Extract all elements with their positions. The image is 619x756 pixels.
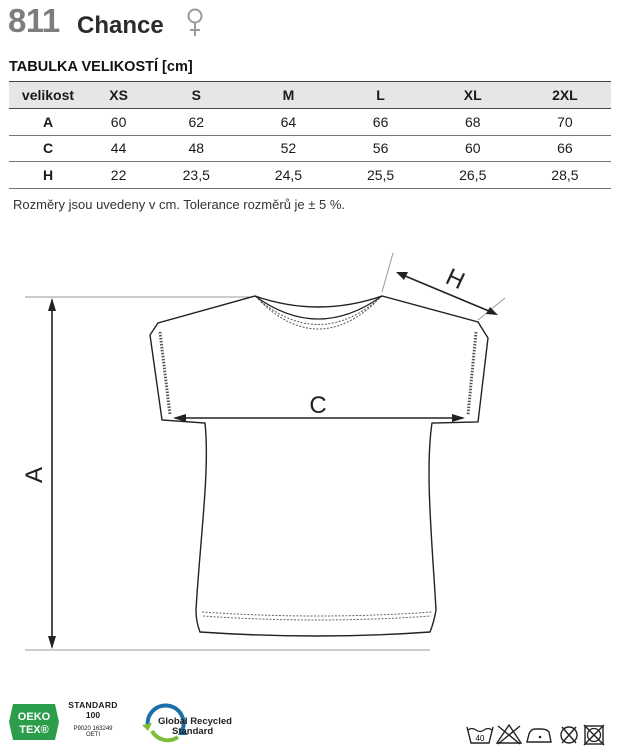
table-row: [9, 135, 611, 162]
product-name: Chance: [77, 12, 164, 39]
tolerance-note: Rozměry jsou uvedeny v cm. Tolerance rozměrů je ± 5 %.: [13, 197, 346, 212]
tshirt-outline: [150, 296, 488, 636]
table-cell: 60: [427, 135, 519, 162]
table-cell: 26,5: [427, 162, 519, 189]
table-cell: 24,5: [242, 162, 334, 189]
arrow-up-icon: [48, 298, 56, 311]
size-table-title: TABULKA VELIKOSTÍ [cm]: [9, 59, 193, 75]
table-cell: 66: [519, 135, 611, 162]
header-cell: S: [150, 82, 242, 109]
no-dry-clean-icon: [561, 727, 577, 743]
svg-text:TEX®: TEX®: [19, 724, 49, 736]
grs-label: Global Recycled Standard: [158, 716, 232, 737]
dimension-h-label: H: [441, 263, 469, 296]
table-cell: 25,5: [335, 162, 427, 189]
row-label: C: [9, 135, 87, 162]
oeko-tex-logo-icon: [7, 698, 61, 746]
table-cell: 70: [519, 109, 611, 136]
size-table-header-row: [9, 82, 611, 109]
garment-measurement-diagram: [0, 235, 619, 665]
header-cell: XS: [87, 82, 150, 109]
table-cell: 62: [150, 109, 242, 136]
table-cell: 64: [242, 109, 334, 136]
header-cell: L: [335, 82, 427, 109]
table-cell: 44: [87, 135, 150, 162]
header-cell: velikost: [9, 82, 87, 109]
table-cell: 48: [150, 135, 242, 162]
size-table: [9, 81, 611, 189]
product-code: 811: [8, 2, 60, 39]
table-cell: 28,5: [519, 162, 611, 189]
row-label: H: [9, 162, 87, 189]
no-bleach-icon: [497, 725, 521, 744]
oeko-tex-standard: STANDARD 100 P9020 163249 OETI: [68, 700, 118, 738]
table-row: [9, 162, 611, 189]
svg-text:40: 40: [475, 734, 485, 743]
row-label: A: [9, 109, 87, 136]
header-cell: 2XL: [519, 82, 611, 109]
table-cell: 60: [87, 109, 150, 136]
dimension-a-label: A: [21, 466, 48, 484]
iron-low-icon: [527, 729, 551, 742]
wash-40-icon: [467, 727, 493, 743]
table-cell: 66: [335, 109, 427, 136]
table-row: [9, 109, 611, 136]
table-cell: 68: [427, 109, 519, 136]
care-symbols: [465, 722, 615, 746]
svg-text:OEKO: OEKO: [17, 711, 51, 723]
header-cell: XL: [427, 82, 519, 109]
table-cell: 56: [335, 135, 427, 162]
no-tumble-dry-icon: [584, 725, 604, 745]
guide-line-shoulder-left: [382, 253, 393, 292]
table-cell: 23,5: [150, 162, 242, 189]
arrow-down-icon: [48, 636, 56, 649]
dimension-c-label: C: [309, 392, 327, 419]
table-cell: 52: [242, 135, 334, 162]
table-cell: 22: [87, 162, 150, 189]
female-symbol-icon: [185, 6, 205, 38]
header-cell: M: [242, 82, 334, 109]
